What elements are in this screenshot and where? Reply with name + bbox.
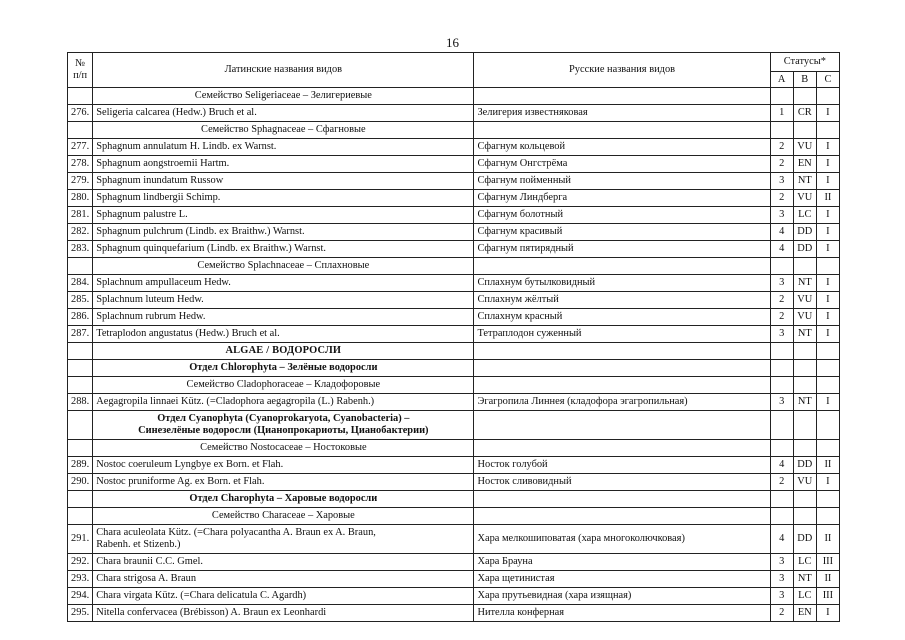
latin-name: Chara braunii C.C. Gmel. bbox=[93, 554, 474, 571]
row-number: 276. bbox=[68, 105, 93, 122]
row-number: 284. bbox=[68, 275, 93, 292]
row-number: 289. bbox=[68, 457, 93, 474]
russian-name: Сфагнум Линдберга bbox=[474, 190, 770, 207]
row-number: 294. bbox=[68, 588, 93, 605]
russian-name: Сфагнум пойменный bbox=[474, 173, 770, 190]
empty-cell bbox=[474, 122, 770, 139]
latin-name: Nostoc pruniforme Ag. ex Born. et Flah. bbox=[93, 474, 474, 491]
status-c: I bbox=[816, 275, 839, 292]
status-a: 4 bbox=[770, 224, 793, 241]
status-a: 4 bbox=[770, 241, 793, 258]
table-row bbox=[68, 457, 840, 474]
status-a: 3 bbox=[770, 394, 793, 411]
russian-name: Сфагнум болотный bbox=[474, 207, 770, 224]
status-c: III bbox=[816, 554, 839, 571]
status-b: DD bbox=[793, 241, 816, 258]
empty-cell bbox=[770, 440, 793, 457]
empty-cell bbox=[770, 411, 793, 440]
row-number: 290. bbox=[68, 474, 93, 491]
division-heading-line2: Синезелёные водоросли (Цианопрокариоты, Цианобактерии) bbox=[138, 425, 429, 436]
header-status-c: C bbox=[816, 72, 839, 88]
empty-cell bbox=[816, 258, 839, 275]
latin-name: Chara strigosa A. Braun bbox=[93, 571, 474, 588]
russian-name: Сфагнум Онгстрёма bbox=[474, 156, 770, 173]
status-a: 2 bbox=[770, 309, 793, 326]
status-b: NT bbox=[793, 326, 816, 343]
table-row bbox=[68, 224, 840, 241]
empty-cell bbox=[474, 411, 770, 440]
status-c: I bbox=[816, 139, 839, 156]
status-a: 3 bbox=[770, 207, 793, 224]
empty-cell bbox=[474, 508, 770, 525]
russian-name: Сфагнум кольцевой bbox=[474, 139, 770, 156]
row-number: 285. bbox=[68, 292, 93, 309]
empty-cell bbox=[68, 411, 93, 440]
russian-name: Хара щетинистая bbox=[474, 571, 770, 588]
table-row bbox=[68, 394, 840, 411]
division-heading: Отдел Chlorophyta – Зелёные водоросли bbox=[93, 360, 474, 377]
empty-cell bbox=[68, 360, 93, 377]
empty-cell bbox=[793, 122, 816, 139]
status-c: II bbox=[816, 571, 839, 588]
empty-cell bbox=[770, 508, 793, 525]
empty-cell bbox=[816, 411, 839, 440]
header-status-a: A bbox=[770, 72, 793, 88]
latin-name: Sphagnum annulatum H. Lindb. ex Warnst. bbox=[93, 139, 474, 156]
status-b: VU bbox=[793, 474, 816, 491]
russian-name: Хара мелкошиповатая (хара многоколючковая) bbox=[474, 525, 770, 554]
empty-cell bbox=[816, 343, 839, 360]
russian-name: Хара Брауна bbox=[474, 554, 770, 571]
status-c: I bbox=[816, 173, 839, 190]
russian-name: Хара прутьевидная (хара изящная) bbox=[474, 588, 770, 605]
status-a: 1 bbox=[770, 105, 793, 122]
status-a: 2 bbox=[770, 190, 793, 207]
status-a: 4 bbox=[770, 457, 793, 474]
row-number: 277. bbox=[68, 139, 93, 156]
latin-name: Chara virgata Kütz. (=Chara delicatula C. Agardh) bbox=[93, 588, 474, 605]
empty-cell bbox=[816, 360, 839, 377]
species-table bbox=[67, 52, 840, 622]
status-c: II bbox=[816, 457, 839, 474]
family-heading: Семейство Sphagnaceae – Сфагновые bbox=[93, 122, 474, 139]
header-latin: Латинские названия видов bbox=[93, 53, 474, 88]
status-b: NT bbox=[793, 394, 816, 411]
empty-cell bbox=[816, 491, 839, 508]
division-heading-line1: Отдел Cyanophyta (Cyanoprokaryota, Cyanobacteria) – bbox=[157, 413, 410, 425]
status-b: VU bbox=[793, 292, 816, 309]
empty-cell bbox=[770, 377, 793, 394]
status-a: 2 bbox=[770, 474, 793, 491]
latin-name: Sphagnum aongstroemii Hartm. bbox=[93, 156, 474, 173]
family-row bbox=[68, 508, 840, 525]
latin-name: Splachnum luteum Hedw. bbox=[93, 292, 474, 309]
empty-cell bbox=[68, 440, 93, 457]
russian-name: Носток голубой bbox=[474, 457, 770, 474]
empty-cell bbox=[770, 343, 793, 360]
table-row bbox=[68, 190, 840, 207]
empty-cell bbox=[68, 258, 93, 275]
status-b: DD bbox=[793, 224, 816, 241]
status-a: 2 bbox=[770, 292, 793, 309]
status-c: II bbox=[816, 525, 839, 554]
row-number: 282. bbox=[68, 224, 93, 241]
latin-name bbox=[93, 525, 474, 554]
row-number: 287. bbox=[68, 326, 93, 343]
status-b: LC bbox=[793, 588, 816, 605]
row-number: 295. bbox=[68, 605, 93, 622]
row-number: 293. bbox=[68, 571, 93, 588]
status-a: 3 bbox=[770, 275, 793, 292]
status-c: I bbox=[816, 224, 839, 241]
table-row bbox=[68, 207, 840, 224]
empty-cell bbox=[816, 508, 839, 525]
table-row bbox=[68, 275, 840, 292]
family-row bbox=[68, 258, 840, 275]
empty-cell bbox=[68, 491, 93, 508]
empty-cell bbox=[793, 491, 816, 508]
status-b: CR bbox=[793, 105, 816, 122]
table-row bbox=[68, 105, 840, 122]
russian-name: Эгагропила Линнея (кладофора эгагропильная) bbox=[474, 394, 770, 411]
russian-name: Сфагнум пятирядный bbox=[474, 241, 770, 258]
status-a: 3 bbox=[770, 571, 793, 588]
division-row bbox=[68, 360, 840, 377]
latin-name: Sphagnum pulchrum (Lindb. ex Braithw.) Warnst. bbox=[93, 224, 474, 241]
status-c: I bbox=[816, 605, 839, 622]
header-number-line1: № bbox=[75, 58, 86, 70]
empty-cell bbox=[68, 508, 93, 525]
empty-cell bbox=[474, 343, 770, 360]
empty-cell bbox=[793, 88, 816, 105]
status-c: I bbox=[816, 105, 839, 122]
family-heading: Семейство Cladophoraceae – Кладофоровые bbox=[93, 377, 474, 394]
table-row bbox=[68, 309, 840, 326]
status-b: EN bbox=[793, 156, 816, 173]
status-c: I bbox=[816, 241, 839, 258]
row-number: 292. bbox=[68, 554, 93, 571]
russian-name: Нителла конферная bbox=[474, 605, 770, 622]
table-row bbox=[68, 241, 840, 258]
latin-name-line1: Chara aculeolata Kütz. (=Chara polyacantha A. Braun ex A. Braun, bbox=[96, 527, 376, 539]
division-heading bbox=[93, 411, 474, 440]
status-b: NT bbox=[793, 173, 816, 190]
status-c: I bbox=[816, 292, 839, 309]
empty-cell bbox=[68, 88, 93, 105]
empty-cell bbox=[770, 360, 793, 377]
latin-name: Sphagnum palustre L. bbox=[93, 207, 474, 224]
status-a: 2 bbox=[770, 605, 793, 622]
russian-name: Сплахнум бутылковидный bbox=[474, 275, 770, 292]
family-heading: Семейство Seligeriaceae – Зелигериевые bbox=[93, 88, 474, 105]
header-statuses: Статусы* bbox=[770, 53, 839, 72]
family-heading: Семейство Nostocaceae – Ностоковые bbox=[93, 440, 474, 457]
latin-name: Nostoc coeruleum Lyngbye ex Born. et Flah. bbox=[93, 457, 474, 474]
empty-cell bbox=[770, 258, 793, 275]
header-status-b: B bbox=[793, 72, 816, 88]
row-number: 291. bbox=[68, 525, 93, 554]
table-row bbox=[68, 139, 840, 156]
table-row bbox=[68, 326, 840, 343]
empty-cell bbox=[816, 377, 839, 394]
latin-name: Aegagropila linnaei Kütz. (=Cladophora aegagropila (L.) Rabenh.) bbox=[93, 394, 474, 411]
row-number: 286. bbox=[68, 309, 93, 326]
empty-cell bbox=[68, 122, 93, 139]
latin-name: Nitella confervacea (Brébisson) A. Braun ex Leonhardi bbox=[93, 605, 474, 622]
division-row bbox=[68, 411, 840, 440]
status-a: 2 bbox=[770, 156, 793, 173]
latin-name: Sphagnum inundatum Russow bbox=[93, 173, 474, 190]
empty-cell bbox=[770, 122, 793, 139]
header-russian: Русские названия видов bbox=[474, 53, 770, 88]
table-row bbox=[68, 292, 840, 309]
group-row bbox=[68, 343, 840, 360]
empty-cell bbox=[793, 440, 816, 457]
status-b: VU bbox=[793, 190, 816, 207]
empty-cell bbox=[793, 377, 816, 394]
division-row bbox=[68, 491, 840, 508]
empty-cell bbox=[68, 377, 93, 394]
latin-name-line2: Rabenh. et Stizenb.) bbox=[96, 539, 181, 550]
table-row bbox=[68, 571, 840, 588]
empty-cell bbox=[770, 88, 793, 105]
empty-cell bbox=[474, 491, 770, 508]
header-number bbox=[68, 53, 93, 88]
status-c: II bbox=[816, 190, 839, 207]
table-row bbox=[68, 474, 840, 491]
family-heading: Семейство Characeae – Харовые bbox=[93, 508, 474, 525]
status-a: 2 bbox=[770, 139, 793, 156]
status-a: 3 bbox=[770, 326, 793, 343]
empty-cell bbox=[68, 343, 93, 360]
empty-cell bbox=[793, 258, 816, 275]
status-c: I bbox=[816, 207, 839, 224]
status-c: I bbox=[816, 309, 839, 326]
family-heading: Семейство Splachnaceae – Сплахновые bbox=[93, 258, 474, 275]
russian-name: Носток сливовидный bbox=[474, 474, 770, 491]
table-row bbox=[68, 605, 840, 622]
status-b: EN bbox=[793, 605, 816, 622]
empty-cell bbox=[474, 258, 770, 275]
table-row bbox=[68, 588, 840, 605]
row-number: 281. bbox=[68, 207, 93, 224]
status-a: 3 bbox=[770, 588, 793, 605]
status-a: 4 bbox=[770, 525, 793, 554]
status-a: 3 bbox=[770, 554, 793, 571]
family-row bbox=[68, 122, 840, 139]
page-number: 16 bbox=[446, 35, 459, 50]
family-row bbox=[68, 88, 840, 105]
family-row bbox=[68, 377, 840, 394]
status-b: VU bbox=[793, 309, 816, 326]
empty-cell bbox=[816, 440, 839, 457]
empty-cell bbox=[770, 491, 793, 508]
empty-cell bbox=[793, 508, 816, 525]
empty-cell bbox=[816, 88, 839, 105]
status-b: DD bbox=[793, 525, 816, 554]
latin-name: Sphagnum lindbergii Schimp. bbox=[93, 190, 474, 207]
table-row bbox=[68, 525, 840, 554]
empty-cell bbox=[474, 88, 770, 105]
latin-name: Seligeria calcarea (Hedw.) Bruch et al. bbox=[93, 105, 474, 122]
division-heading: Отдел Charophyta – Харовые водоросли bbox=[93, 491, 474, 508]
row-number: 280. bbox=[68, 190, 93, 207]
table-row bbox=[68, 554, 840, 571]
family-row bbox=[68, 440, 840, 457]
status-c: I bbox=[816, 156, 839, 173]
status-b: LC bbox=[793, 207, 816, 224]
status-c: I bbox=[816, 474, 839, 491]
empty-cell bbox=[474, 360, 770, 377]
russian-name: Сплахнум жёлтый bbox=[474, 292, 770, 309]
empty-cell bbox=[793, 360, 816, 377]
status-b: DD bbox=[793, 457, 816, 474]
russian-name: Тетраплодон суженный bbox=[474, 326, 770, 343]
latin-name: Sphagnum quinquefarium (Lindb. ex Braithw.) Warnst. bbox=[93, 241, 474, 258]
latin-name: Splachnum rubrum Hedw. bbox=[93, 309, 474, 326]
table-row bbox=[68, 156, 840, 173]
status-c: III bbox=[816, 588, 839, 605]
empty-cell bbox=[474, 377, 770, 394]
status-c: I bbox=[816, 326, 839, 343]
empty-cell bbox=[474, 440, 770, 457]
russian-name: Зелигерия известняковая bbox=[474, 105, 770, 122]
table-row bbox=[68, 173, 840, 190]
status-a: 3 bbox=[770, 173, 793, 190]
row-number: 283. bbox=[68, 241, 93, 258]
status-b: NT bbox=[793, 571, 816, 588]
row-number: 279. bbox=[68, 173, 93, 190]
russian-name: Сплахнум красный bbox=[474, 309, 770, 326]
latin-name: Tetraplodon angustatus (Hedw.) Bruch et al. bbox=[93, 326, 474, 343]
status-c: I bbox=[816, 394, 839, 411]
header-number-line2: п/п bbox=[73, 70, 88, 81]
empty-cell bbox=[816, 122, 839, 139]
status-b: NT bbox=[793, 275, 816, 292]
latin-name: Splachnum ampullaceum Hedw. bbox=[93, 275, 474, 292]
empty-cell bbox=[793, 343, 816, 360]
table-body bbox=[68, 88, 840, 622]
row-number: 278. bbox=[68, 156, 93, 173]
empty-cell bbox=[793, 411, 816, 440]
group-heading: ALGAE / ВОДОРОСЛИ bbox=[93, 343, 474, 360]
row-number: 288. bbox=[68, 394, 93, 411]
status-b: LC bbox=[793, 554, 816, 571]
russian-name: Сфагнум красивый bbox=[474, 224, 770, 241]
status-b: VU bbox=[793, 139, 816, 156]
